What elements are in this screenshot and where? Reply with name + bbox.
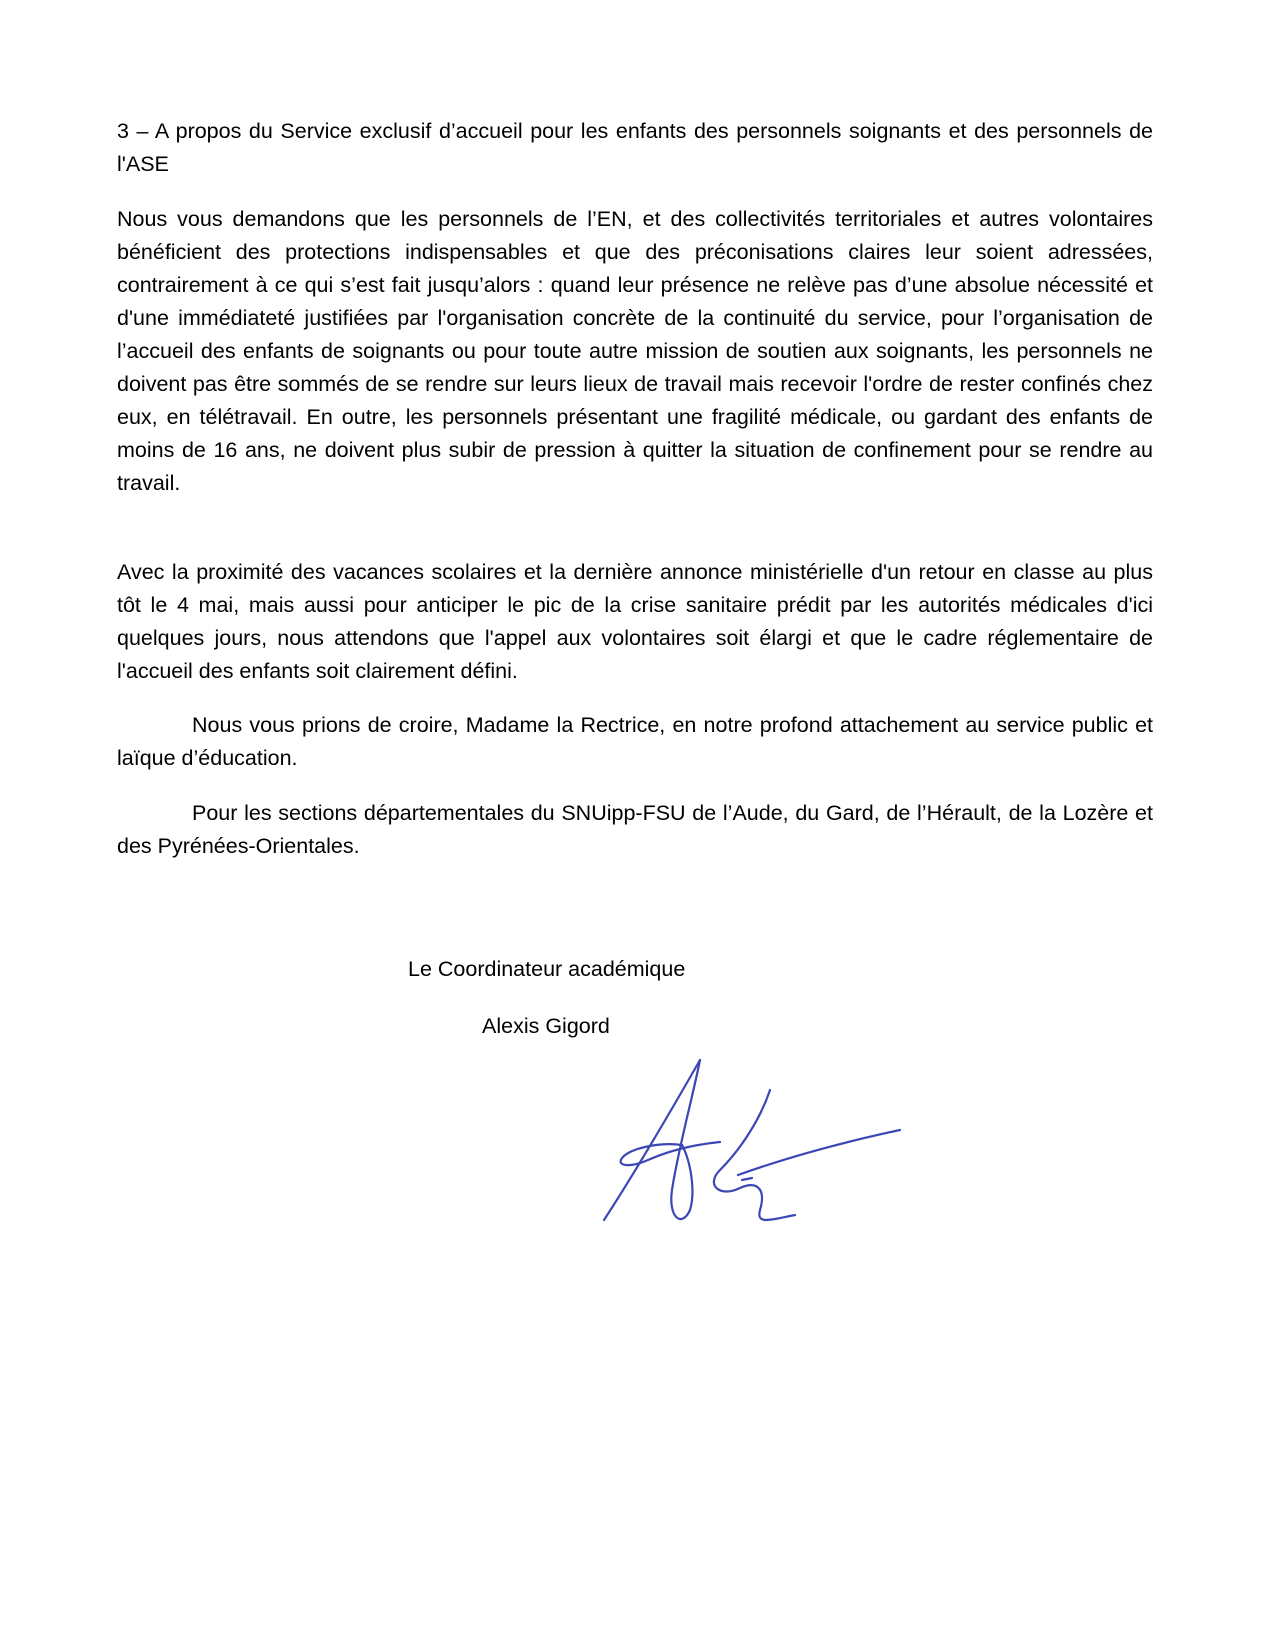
signatory-name: Alexis Gigord [482, 1014, 610, 1038]
on-behalf-statement: Pour les sections départementales du SNUipp-FSU de l’Aude, du Gard, de l’Hérault, de la Lozère et des Pyrénées-Orientales. [117, 801, 1153, 858]
paragraph-volontaires: Avec la proximité des vacances scolaires et la dernière annonce ministérielle d'un retour en classe au plus tôt le 4 mai, mais aussi pour anticiper le pic de la crise sanitaire prédit par les autorités médicales d'ici quelques jours, nous attendons que l'appel aux volontaires soit élargi et que le cadre réglementaire de l'accueil des enfants soit clairement défini. [117, 560, 1153, 683]
signature-drawing [570, 1050, 915, 1235]
signatory-title: Le Coordinateur académique [408, 957, 686, 981]
handwritten-signature [570, 1050, 915, 1235]
closing-formula: Nous vous prions de croire, Madame la Rectrice, en notre profond attachement au service public et laïque d’éducation. [117, 713, 1153, 770]
section-heading: 3 – A propos du Service exclusif d’accueil pour les enfants des personnels soignants et des personnels de l'ASE [117, 119, 1153, 176]
paragraph-protections: Nous vous demandons que les personnels de l’EN, et des collectivités territoriales et autres volontaires bénéficient des protections indispensables et que des préconisations claires leur soient adressées, contrairement à ce qui s’est fait jusqu’alors : quand leur présence ne relève pas d’une absolue nécessité et d'une immédiateté justifiées par l'organisation concrète de la continuité du service, pour l’organisation de l’accueil des enfants de soignants ou pour toute autre mission de soutien aux soignants, les personnels ne doivent pas être sommés de se rendre sur leurs lieux de travail mais recevoir l'ordre de rester confinés chez eux, en télétravail. En outre, les personnels présentant une fragilité médicale, ou gardant des enfants de moins de 16 ans, ne doivent plus subir de pression à quitter la situation de confinement pour se rendre au travail. [117, 207, 1153, 495]
